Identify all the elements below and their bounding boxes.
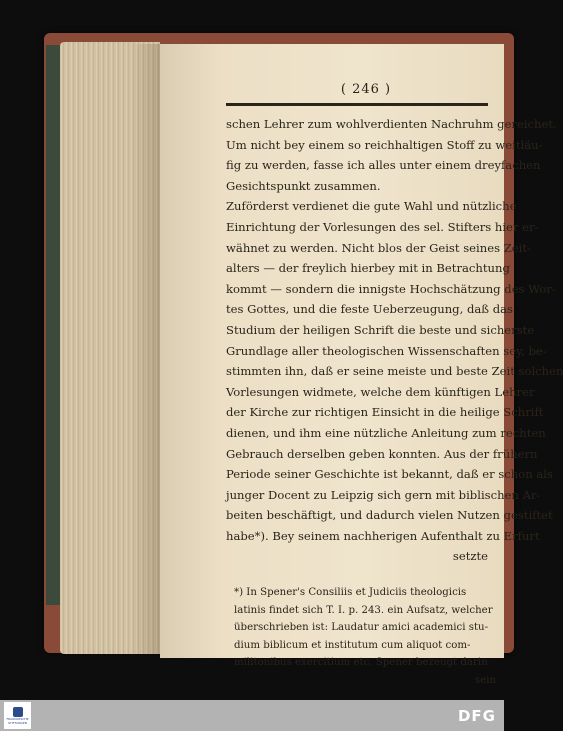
text-line: der Kirche zur richtigen Einsicht in die heilige Schrift (226, 405, 544, 420)
book-spine-cloth (46, 45, 60, 605)
text-line: junger Docent zu Leipzig sich gern mit biblischen Ar- (226, 487, 541, 502)
text-line: Zuförderst verdienet die gute Wahl und nützliche (226, 199, 517, 214)
page-number: ( 246 ) (340, 82, 392, 97)
text-line: Vorlesungen widmete, welche dem künftigen Lehrer (226, 384, 535, 399)
text-line: dienen, und ihm eine nützliche Anleitung zum rechten (226, 425, 546, 440)
text-line: Grundlage aller theologischen Wissenschaften sey, be- (226, 343, 547, 358)
footnote-line: *) In Spener's Consiliis et Judiciis theologicis (234, 587, 467, 599)
footnote-text (226, 584, 506, 690)
footnote-line: dium biblicum et institutum cum aliquot com- (234, 639, 471, 651)
text-line: fig zu werden, fasse ich alles unter einem dreyfachen (226, 158, 541, 173)
text-line: Gesichtspunkt zusammen. (226, 178, 381, 193)
body-text (226, 114, 563, 567)
text-line: habe*). Bey seinem nachherigen Aufenthalt zu Erfurt (226, 528, 540, 543)
header-rule (226, 103, 488, 106)
franckesche-stiftungen-logo-icon (13, 707, 23, 717)
text-line: Um nicht bey einem so reichhaltigen Stoff zu weitläu- (226, 137, 543, 152)
institution-logo-text: FRANCKESCHE STIFTUNGEN (6, 716, 29, 725)
text-line: setzte (452, 549, 488, 564)
book-page (160, 44, 563, 687)
text-line: kommt — sondern die innigste Hochschätzung des Wor- (226, 281, 556, 296)
footnote-line: militonibus exercitium etc. Spener bezeugt darin (234, 657, 488, 669)
footnote-line: überschrieben ist: Laudatur amici academici stu- (234, 622, 489, 634)
text-line: beiten beschäftigt, und dadurch vielen Nutzen gestiftet (226, 508, 553, 523)
text-line: Gebrauch derselben geben konnten. Aus der frühern (226, 446, 538, 461)
footnote-line: latinis findet sich T. I. p. 243. ein Aufsatz, welcher (234, 604, 493, 616)
institution-logo[interactable] (4, 702, 31, 729)
text-line: Einrichtung der Vorlesungen des sel. Stifters hier er- (226, 219, 539, 234)
text-line: Studium der heiligen Schrift die beste und sicherste (226, 322, 535, 337)
dfg-logo[interactable]: DFG (457, 707, 496, 725)
text-line: wähnet zu werden. Nicht blos der Geist seines Zeit- (226, 240, 531, 255)
text-line: schen Lehrer zum wohlverdienten Nachruhm gereichet. (226, 117, 557, 131)
text-line: stimmten ihn, daß er seine meiste und beste Zeit solchen (226, 364, 563, 379)
text-line: tes Gottes, und die feste Ueberzeugung, daß das (226, 302, 514, 317)
page-gutter-shadow (130, 44, 162, 654)
viewer-footer-bar (0, 700, 504, 731)
footnote-line: sein (474, 675, 496, 687)
page-text-area (226, 82, 563, 690)
footnote-separator (226, 577, 488, 578)
text-line: alters — der freylich hierbey mit in Betrachtung (226, 261, 510, 276)
text-line: Periode seiner Geschichte ist bekannt, daß er schon als (226, 467, 553, 482)
